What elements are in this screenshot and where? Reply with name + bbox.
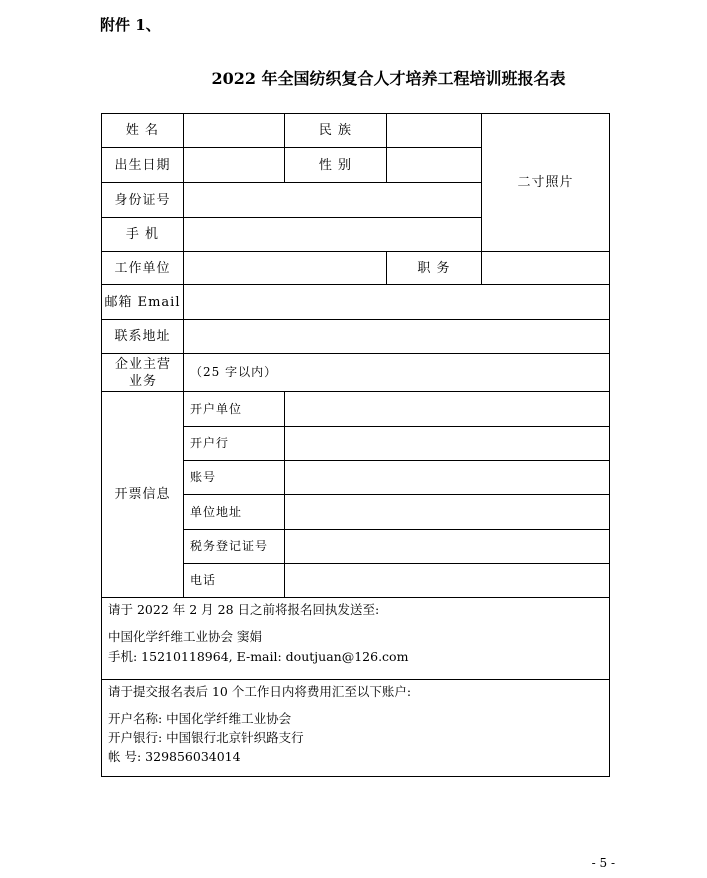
gender-field[interactable] [387, 148, 481, 182]
id-label: 身份证号 [114, 192, 171, 208]
business-field[interactable] [184, 354, 609, 391]
page-number: - 5 - [591, 856, 615, 870]
address-label: 联系地址 [114, 329, 171, 344]
photo-label: 二寸照片 [517, 175, 574, 190]
invoice-label: 开票信息 [114, 487, 171, 502]
account-number: 帐 号: 329856034014 [108, 749, 241, 764]
invoice-field-account[interactable] [285, 461, 609, 494]
invoice-field-phone[interactable] [285, 564, 609, 597]
deadline-note: 请于 2022 年 2 月 28 日之前将报名回执发送至: [108, 602, 380, 617]
birth-label: 出生日期 [114, 157, 171, 173]
work-unit-field[interactable] [184, 252, 386, 284]
grid-line [102, 597, 609, 598]
invoice-item-account: 账号 [190, 470, 217, 484]
invoice-item-tax-id: 税务登记证号 [190, 539, 269, 553]
photo-box[interactable] [482, 114, 609, 251]
ethnicity-field[interactable] [387, 114, 481, 147]
phone-label: 手 机 [125, 227, 160, 242]
phone-field[interactable] [184, 218, 481, 251]
name-field[interactable] [184, 114, 284, 147]
id-field[interactable] [184, 183, 481, 217]
ethnicity-label: 民 族 [318, 123, 353, 138]
invoice-field-bank[interactable] [285, 427, 609, 460]
contact-name: 中国化学纤维工业协会 窦娟 [108, 629, 262, 644]
email-field[interactable] [184, 285, 609, 319]
position-field[interactable] [482, 252, 609, 284]
registration-form [101, 113, 610, 777]
invoice-field-tax-id[interactable] [285, 530, 609, 563]
email-label: 邮箱 Email [104, 294, 181, 310]
invoice-item-address: 单位地址 [190, 504, 243, 519]
gender-label: 性 别 [318, 157, 353, 173]
invoice-item-bank-unit: 开户单位 [190, 401, 243, 416]
bank-name: 开户银行: 中国银行北京针织路支行 [108, 730, 304, 745]
invoice-item-bank: 开户行 [190, 436, 230, 450]
invoice-field-address[interactable] [285, 495, 609, 529]
attachment-label: 附件 1、 [100, 16, 161, 34]
work-unit-label: 工作单位 [114, 260, 171, 276]
invoice-item-phone: 电话 [190, 573, 217, 587]
address-field[interactable] [184, 320, 609, 353]
grid-line [102, 679, 609, 680]
payment-note: 请于提交报名表后 10 个工作日内将费用汇至以下账户: [108, 684, 412, 699]
form-title: 2022 年全国纺织复合人才培养工程培训班报名表 [211, 69, 566, 88]
business-hint: （25 字以内） [190, 365, 278, 379]
contact-detail: 手机: 15210118964, E-mail: doutjuan@126.com [108, 649, 409, 664]
business-label: 企业主营业务 [114, 356, 171, 389]
account-name: 开户名称: 中国化学纤维工业协会 [108, 711, 292, 726]
invoice-field-bank-unit[interactable] [285, 392, 609, 426]
birth-field[interactable] [184, 148, 284, 182]
position-label: 职 务 [417, 260, 451, 276]
name-label: 姓 名 [125, 123, 160, 138]
